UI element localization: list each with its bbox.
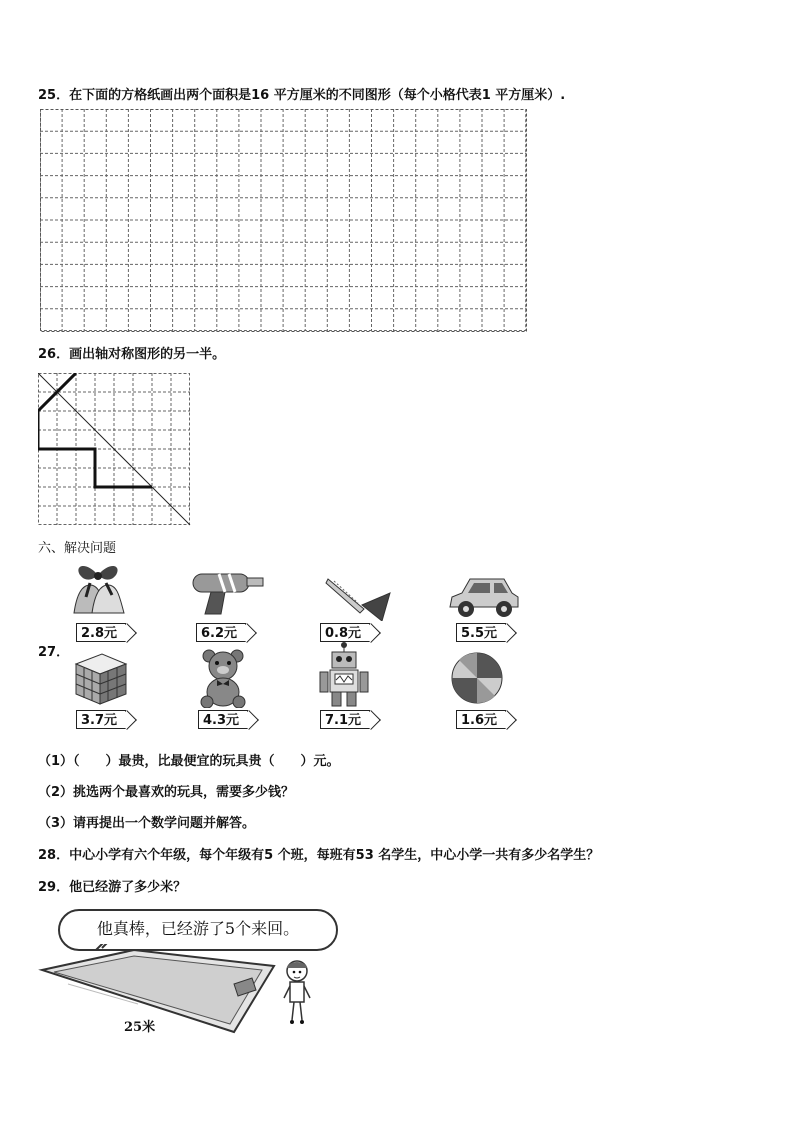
- question-26: 26．画出轴对称图形的另一半。: [38, 347, 226, 362]
- square-grid-paper[interactable]: [40, 109, 528, 333]
- price-tag: 2.8元: [76, 623, 126, 642]
- car-icon: [446, 573, 522, 619]
- section-title: 六、解决问题: [38, 541, 117, 556]
- question-27-number: 27．: [38, 645, 70, 660]
- ball-icon: [449, 650, 505, 706]
- teddy-bear-icon: [197, 648, 249, 708]
- symmetry-grid[interactable]: [38, 373, 192, 527]
- question-29: 29．他已经游了多少米？: [38, 880, 187, 895]
- price-tag: 3.7元: [76, 710, 126, 729]
- question-27-part-1: （1）（ ）最贵，比最便宜的玩具贵（ ）元。: [38, 754, 340, 769]
- question-27-part-3: （3）请再提出一个数学问题并解答。: [38, 816, 256, 831]
- water-gun-icon: [189, 568, 269, 616]
- bell-icon: [66, 561, 130, 617]
- price-tag: 1.6元: [456, 710, 506, 729]
- price-tag: 6.2元: [196, 623, 246, 642]
- question-27-part-2: （2）挑选两个最喜欢的玩具，需要多少钱？: [38, 785, 295, 800]
- question-28: 28．中心小学有六个年级，每个年级有5 个班，每班有53 名学生，中心小学一共有多少名学生？: [38, 848, 600, 863]
- rubiks-cube-icon: [72, 650, 130, 706]
- trumpet-icon: [324, 571, 394, 621]
- price-tag: 0.8元: [320, 623, 370, 642]
- price-tag: 7.1元: [320, 710, 370, 729]
- question-25: 25．在下面的方格纸画出两个面积是16 平方厘米的不同图形（每个小格代表1 平方厘米）.: [38, 88, 566, 103]
- price-tag: 5.5元: [456, 623, 506, 642]
- pool-length-label: 25米: [124, 1020, 156, 1035]
- swimming-pool-illustration: [38, 944, 278, 1036]
- boy-icon: [280, 958, 314, 1028]
- price-tag: 4.3元: [198, 710, 248, 729]
- robot-icon: [316, 642, 372, 708]
- speech-bubble: 他真棒，已经游了5个来回。: [58, 909, 338, 951]
